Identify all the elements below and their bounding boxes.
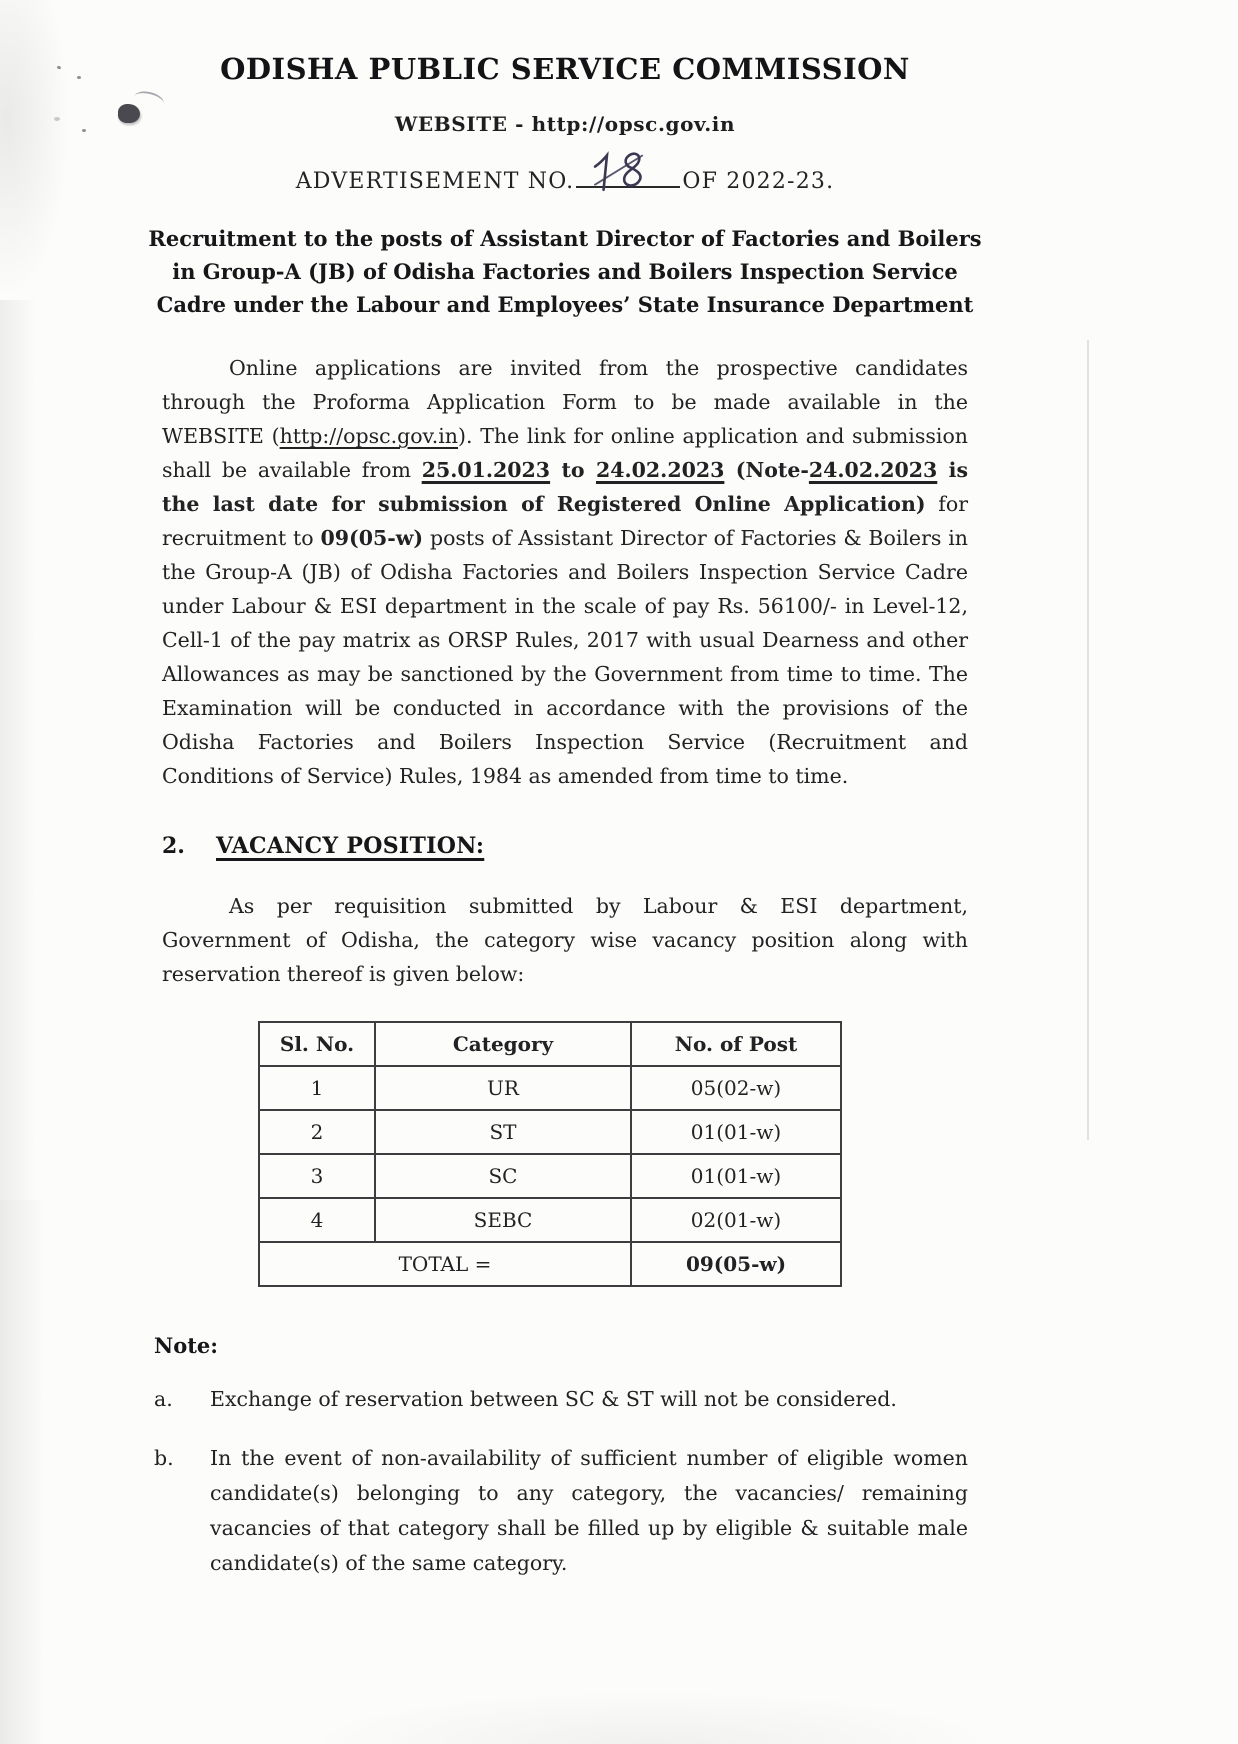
cell-posts: 01(01-w) bbox=[631, 1154, 841, 1198]
intro-text: (Note- bbox=[724, 458, 809, 482]
scan-smudge bbox=[0, 300, 46, 1200]
note-label: Note: bbox=[154, 1333, 219, 1358]
cell-category: UR bbox=[375, 1066, 631, 1110]
table-row bbox=[259, 1154, 841, 1198]
cell-category: SEBC bbox=[375, 1198, 631, 1242]
total-value: 09(05-w) bbox=[631, 1242, 841, 1286]
advertisement-number-slot bbox=[576, 158, 680, 188]
section-title: VACANCY POSITION: bbox=[216, 833, 485, 859]
total-label: TOTAL = bbox=[259, 1242, 631, 1286]
intro-text: is the last date for submission of Registered Online Application) bbox=[162, 458, 968, 516]
post-count-text: 09(05-w) bbox=[320, 526, 424, 550]
intro-text: to bbox=[550, 458, 596, 482]
cell-category: ST bbox=[375, 1110, 631, 1154]
table-row bbox=[259, 1110, 841, 1154]
scan-speck bbox=[77, 76, 81, 79]
scan-speck bbox=[57, 65, 62, 69]
vacancy-section-heading bbox=[162, 833, 968, 859]
header-no-of-post: No. of Post bbox=[631, 1022, 841, 1066]
cell-sl-no: 3 bbox=[259, 1154, 375, 1198]
table-row bbox=[259, 1066, 841, 1110]
cell-sl-no: 4 bbox=[259, 1198, 375, 1242]
note-text: In the event of non-availability of sufficient number of eligible women candidate(s) belonging to any category, the vacancies/ remaining vacancies of that category shall be filled up by eligible & suitable male candidate(s) of the same category. bbox=[210, 1446, 968, 1575]
note-item-a bbox=[154, 1382, 968, 1417]
start-date-text: 25.01.2023 bbox=[421, 458, 551, 482]
note-text: Exchange of reservation between SC & ST will not be considered. bbox=[210, 1387, 897, 1411]
cell-sl-no: 2 bbox=[259, 1110, 375, 1154]
note-marker: a. bbox=[154, 1387, 173, 1411]
note-item-b bbox=[154, 1441, 968, 1581]
website-line: WEBSITE - http://opsc.gov.in bbox=[394, 112, 736, 136]
intro-text: ). The link for online application and submission shall be available from bbox=[162, 424, 968, 482]
scan-speck bbox=[82, 129, 86, 132]
cell-category: SC bbox=[375, 1154, 631, 1198]
header-sl-no: Sl. No. bbox=[259, 1022, 375, 1066]
cell-sl-no: 1 bbox=[259, 1066, 375, 1110]
handwritten-advert-number bbox=[586, 145, 655, 203]
scan-speck bbox=[54, 117, 60, 121]
intro-text: for recruitment to bbox=[162, 492, 968, 550]
cell-posts: 01(01-w) bbox=[631, 1110, 841, 1154]
website-url-text: http://opsc.gov.in bbox=[279, 424, 458, 448]
note-marker: b. bbox=[154, 1446, 174, 1470]
scan-smudge bbox=[0, 0, 70, 300]
vacancy-intro-paragraph: As per requisition submitted by Labour & ESI department, Government of Odisha, the category wise vacancy position along with reservation thereof is given below: bbox=[162, 894, 968, 986]
table-row bbox=[259, 1198, 841, 1242]
scan-smudge bbox=[300, 1690, 1000, 1744]
ink-blot bbox=[118, 104, 140, 123]
header-category: Category bbox=[375, 1022, 631, 1066]
scan-smudge bbox=[0, 1200, 60, 1744]
handwritten-18-icon bbox=[586, 145, 654, 197]
advertisement-line bbox=[162, 158, 968, 194]
vacancy-table bbox=[258, 1021, 842, 1287]
advertisement-prefix: ADVERTISEMENT NO. bbox=[295, 169, 575, 194]
intro-text: posts of Assistant Director of Factories & Boilers in the Group-A (JB) of Odisha Factories and Boilers Inspection Service Cadre under Labour & ESI department in the scale of pay Rs. 56100/- in Level-12, Cell-1 of the pay matrix as ORSP Rules, 2017 with usual Dearness and other Allowances as may be sanctioned by the Government from time to time. The Examination will be conducted in accordance with the provisions of the Odisha Factories and Boilers Inspection Service (Recruitment and Conditions of Service) Rules, 1984 as amended from time to time. bbox=[162, 526, 968, 788]
intro-text: Online applications are invited from the prospective candidates through the Proforma Application Form to be made available in the WEBSITE ( bbox=[162, 356, 968, 448]
last-date-text: 24.02.2023 bbox=[808, 458, 938, 482]
cell-posts: 05(02-w) bbox=[631, 1066, 841, 1110]
advertisement-suffix: OF 2022-23. bbox=[682, 169, 835, 194]
section-number: 2. bbox=[162, 833, 185, 859]
cell-posts: 02(01-w) bbox=[631, 1198, 841, 1242]
end-date-text: 24.02.2023 bbox=[595, 458, 725, 482]
page-title: ODISHA PUBLIC SERVICE COMMISSION bbox=[220, 52, 910, 86]
table-header-row bbox=[259, 1022, 841, 1066]
table-total-row bbox=[259, 1242, 841, 1286]
intro-paragraph bbox=[162, 351, 968, 793]
document-content bbox=[148, 0, 982, 1581]
subject-heading: Recruitment to the posts of Assistant Director of Factories and Boilers in Group-A (JB) of Odisha Factories and Boilers Inspection Service Cadre under the Labour and Employees’ State Insurance Department bbox=[148, 226, 982, 317]
scan-crease-line bbox=[1087, 340, 1089, 1140]
